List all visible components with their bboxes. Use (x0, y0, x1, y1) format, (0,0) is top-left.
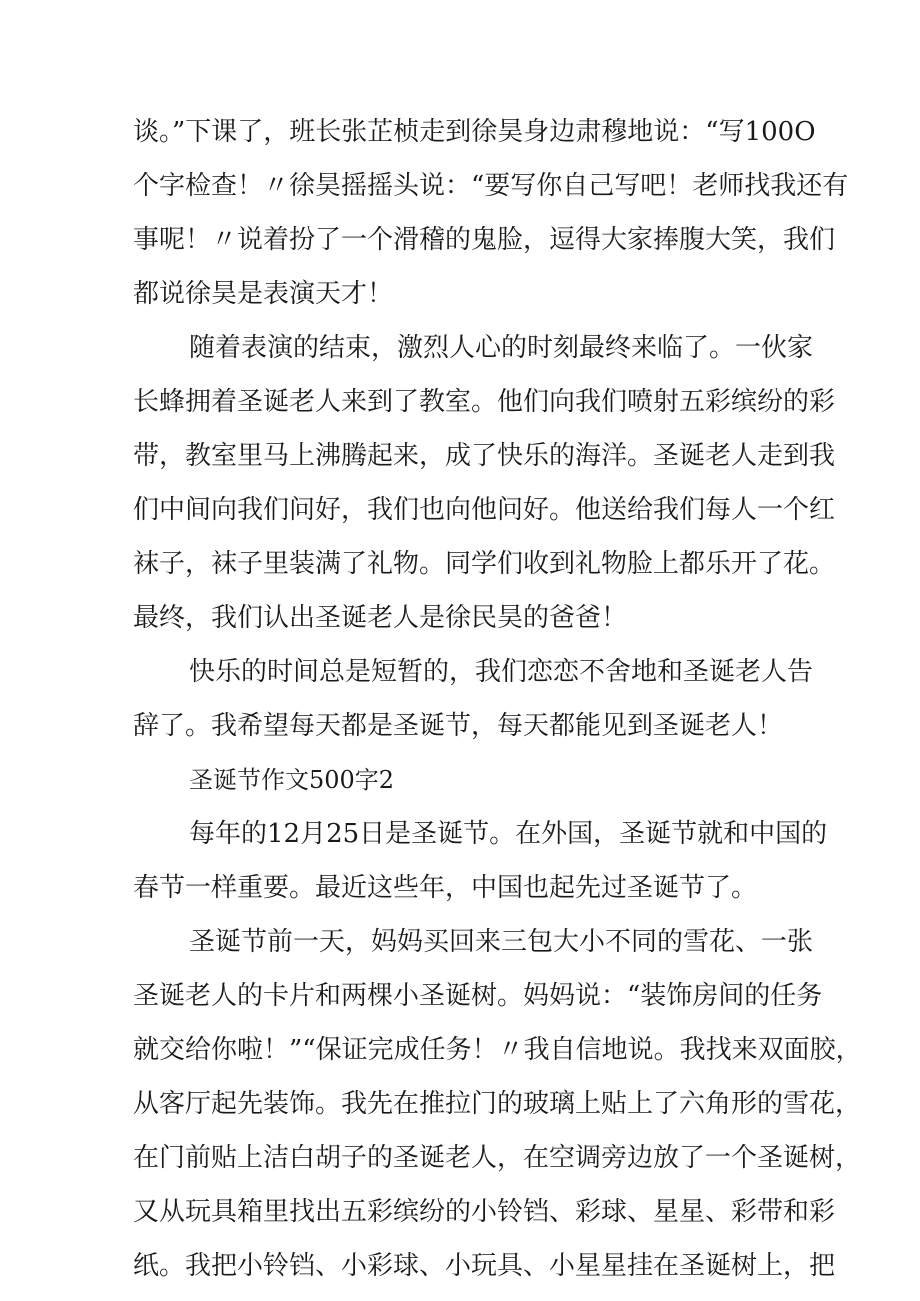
text-line: 随着表演的结束，激烈人心的时刻最终来临了。一伙家 (189, 333, 814, 363)
text-line: 长蜂拥着圣诞老人来到了教室。他们向我们喷射五彩缤纷的彩 (133, 387, 836, 417)
text-line: 最终，我们认出圣诞老人是徐民昊的爸爸！ (133, 603, 628, 633)
text-line: 个字检查！〃徐昊摇摇头说：“要写你自己写吧！老师找我还有 (133, 171, 849, 201)
text-line: 从客厅起先装饰。我先在推拉门的玻璃上贴上了六角形的雪花， (133, 1089, 862, 1119)
text-line: 快乐的时间总是短暂的，我们恋恋不舍地和圣诞老人告 (189, 657, 814, 687)
text-line: 袜子，袜子里装满了礼物。同学们收到礼物脸上都乐开了花。 (133, 549, 836, 579)
text-line: 圣诞节前一天，妈妈买回来三包大小不同的雪花、一张 (189, 927, 814, 957)
text-line: 圣诞老人的卡片和两棵小圣诞树。妈妈说：“装饰房间的任务 (133, 981, 823, 1011)
text-line: 春节一样重要。最近这些年，中国也起先过圣诞节了。 (133, 873, 758, 903)
text-line: 就交给你啦！”“保证完成任务！〃我自信地说。我找来双面胶， (133, 1035, 862, 1065)
text-line: 带，教室里马上沸腾起来，成了快乐的海洋。圣诞老人走到我 (133, 441, 836, 471)
text-line: 辞了。我希望每天都是圣诞节，每天都能见到圣诞老人！ (133, 711, 784, 741)
text-line: 又从玩具箱里找出五彩缤纷的小铃铛、彩球、星星、彩带和彩 (133, 1197, 836, 1227)
text-line: 在门前贴上洁白胡子的圣诞老人，在空调旁边放了一个圣诞树， (133, 1143, 862, 1173)
text-line: 们中间向我们问好，我们也向他问好。他送给我们每人一个红 (133, 495, 836, 525)
text-line: 都说徐昊是表演天才！ (133, 279, 394, 309)
text-line: 纸。我把小铃铛、小彩球、小玩具、小星星挂在圣诞树上，把 (133, 1251, 836, 1281)
text-line: 谈。”下课了，班长张芷桢走到徐昊身边肃穆地说：“写100O (133, 117, 816, 147)
text-line: 每年的12月25日是圣诞节。在外国，圣诞节就和中国的 (189, 819, 828, 849)
section-heading: 圣诞节作文500字2 (189, 766, 395, 794)
text-line: 事呢！〃说着扮了一个滑稽的鬼脸，逗得大家捧腹大笑，我们 (133, 225, 836, 255)
